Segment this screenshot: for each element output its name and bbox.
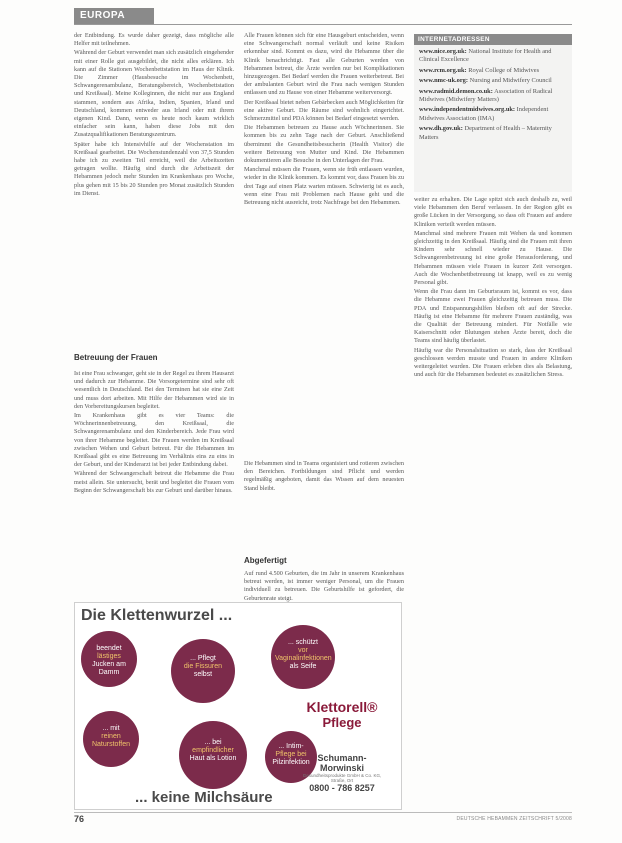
- subheading-betreuung: Betreuung der Frauen: [74, 353, 158, 362]
- manufacturer-address: Gesundheitsprodukte GmbH & Co. KG, Straße, Ort: [302, 773, 382, 783]
- link-entry: [419, 106, 567, 123]
- link-entry: [419, 67, 567, 75]
- burr-caption: ... mit reinen Naturstoffen: [91, 725, 130, 748]
- burr-caption: beendet lästiges Jucken am Damm: [92, 645, 126, 676]
- paragraph: der Entbindung. Es wurde daher gezeigt, dass mögliche alle Helfer mit teilnehmen.: [74, 32, 234, 48]
- article-column-2-continued: [244, 460, 404, 494]
- paragraph: Ist eine Frau schwanger, geht sie in der Regel zu ihrem Hausarzt und dadurch zur Hebamme. Die Vorsorgetermine sind sehr oft wesentlich in Deutschland. Bei den Terminen hat sie eine Zeit und muss dort arbeiten. Mit Hilfe der Hebammen wird sie in den Vorbereitungskursen begleitet.: [74, 370, 234, 410]
- link-description: Nursing and Midwifery Council: [469, 77, 552, 85]
- url-link[interactable]: www.independentmidwives.org.uk:: [419, 106, 516, 114]
- paragraph: Im Krankenhaus gibt es vier Teams: die Wöchnerinnenbetreuung, den Kreißsaal, die Schwangerenambulanz und den Kinderbereich. Jede Frau wird von ihrer Hebamme begleitet. Die Frauen werden im Kreißsaal zwischen Wehen und Geburt betreut. Für die Hebammen im Kreißsaal gibt es eine Betreuung im Verhältnis eins zu eins in der Geburt, und der Kinderarzt ist bei jeder Entbindung dabei.: [74, 412, 234, 469]
- section-label: EUROPA: [74, 8, 154, 24]
- paragraph: Alle Frauen können sich für eine Hausgeburt entscheiden, wenn eine Schwangerschaft normal verläuft und keine Risiken erkennbar sind. Kommt es dazu, wird die Hebamme über die Klinik benachrichtigt. Fast alle Geburten werden von Hebammen betreut, die Ärzte werden nur bei Komplikationen hinzugezogen. Bei Bedarf werden die Frauen weiterbetreut. Bei der ambulanten Geburt wird die Frau nach wenigen Stunden entlassen und zu Hause von einer Hebamme weiterversorgt.: [244, 32, 404, 97]
- link-entry: [419, 77, 567, 85]
- article-column-2: [244, 32, 404, 208]
- burr-caption: ... schützt vor Vaginalinfektionen als Seife: [275, 639, 332, 670]
- paragraph: Später habe ich Intensivhilfe auf der Wochenstation im Kreißsaal gearbeitet. Die Wochenstundenzahl von 37,5 Stunden habe ich zu zweiten Teil erreicht, weil die Arbeitszeiten getragen wollte. Häufig sind durch die Arbeitszeit der Hebammen jedoch mehr Stunden im Krankenhaus pro Woche, plus gehen mit 15 bis 20 Stunden pro Monat zusätzlich Stunden im Dienst.: [74, 140, 234, 197]
- manufacturer-phone: 0800 - 786 8257: [309, 783, 375, 793]
- burr-caption: ... Intim- Pflege bei Pilzinfektion: [272, 743, 310, 766]
- advertisement-klettorell[interactable]: [74, 602, 402, 810]
- link-description: National Institute for Health and Clinical Excellence: [419, 48, 552, 64]
- link-description: Department of Health – Maternity Matters: [419, 125, 552, 141]
- paragraph: Manchmal müssen die Frauen, wenn sie früh entlassen wurden, wieder in die Klinik kommen. Es kommt vor, dass Frauen bis zu drei Tage auf einen Platz warten müssen. Schwierig ist es auch, wenn eine Frau mit Problemen nach Hause geht und die Betreuung nicht ausreicht, trotz Nachfrage bei den Hebammen.: [244, 166, 404, 207]
- footer-rule: [74, 812, 572, 813]
- paragraph: Wenn die Frau dann im Geburtsraum ist, kommt es vor, dass die Hebamme zwei Frauen gleichzeitig betreuen muss. Die PDA und Entspannungshilfen bleiben oft auf der Strecke. Häufig ist eine Hebamme für mehrere Frauen zuständig, was die Qualität der Betreuung mindert. Für Notfälle wie Kaiserschnitt oder Blutungen stehen Ärzte bereit, doch die Teams sind häufig überlastet.: [414, 288, 572, 345]
- link-description: Association of Radical Midwives (Midwifery Matters): [419, 87, 553, 104]
- brand-name: Klettorell®: [306, 699, 378, 715]
- url-link[interactable]: www.nice.org.uk:: [419, 48, 467, 55]
- paragraph: Die Hebammen betreuen zu Hause auch Wöchnerinnen. Sie kommen bis zu zehn Tage nach der Geburt. Anschließend übernimmt die Gesundheitsbesucherin (Health Visitor) die weitere Betreuung von Mutter und Kind. Die Hebammen dokumentieren alle Besuche in den Unterlagen der Frau.: [244, 124, 404, 165]
- burr-caption: ... bei empfindlicher Haut als Lotion: [189, 739, 237, 762]
- url-link[interactable]: www.dh.gov.uk:: [419, 125, 463, 133]
- link-entry: [419, 125, 567, 142]
- url-link[interactable]: www.nmc-uk.org:: [419, 77, 468, 85]
- link-description: Royal College of Midwives: [468, 66, 540, 74]
- brand-subline: Pflege: [322, 715, 362, 730]
- article-column-3: [414, 196, 572, 380]
- header-rule: [74, 24, 572, 25]
- page-number: 76: [74, 814, 85, 824]
- paragraph: Auf rund 4.500 Geburten, die im Jahr in unserem Krankenhaus betreut werden, ist immer weniger Personal, um die Frauen individuell zu betreuen. Die Geburtshilfe ist gefordert, die Geburtenrate steigt.: [244, 570, 404, 602]
- burr-caption: ... Pflegt die Fissuren selbst: [183, 655, 223, 678]
- ad-headline: Die Klettenwurzel ...: [81, 607, 233, 624]
- link-entry: [419, 88, 567, 105]
- article-column-1-continued: [74, 370, 234, 496]
- subheading-abgefertigt: Abgefertigt: [244, 556, 287, 565]
- paragraph: Manchmal sind mehrere Frauen mit Wehen da und kommen gleichzeitig in den Kreißsaal. Häufig sind die Frauen mit ihren Kindern sehr schnell wieder zu Hause. Die Schwangerenbetreuung ist eine große Herausforderung, und Hebammen müssen viele Frauen in kurzer Zeit versorgen. Auch die Wochenbettbetreuung ist knapp, weil es zu wenig Personal gibt.: [414, 229, 572, 287]
- paragraph: Der Kreißsaal bietet neben Gebärbecken auch Möglichkeiten für eine aktive Geburt. Die Räume sind wohnlich eingerichtet. Schmerzmittel und PDA können bei Bedarf eingesetzt werden.: [244, 98, 404, 123]
- ad-tagline: ... keine Milchsäure: [135, 789, 273, 806]
- internet-box-title: INTERNETADRESSEN: [414, 34, 572, 45]
- url-link[interactable]: www.rcm.org.uk:: [419, 66, 467, 74]
- link-entry: [419, 48, 567, 65]
- paragraph: Während der Geburt verwendet man sich zusätzlich eingehender mit einer Rolle gut ausgebildet, die nicht alles erklären. Ich kann auf die Stationen Wochenbettstation im Haus der Klinik. Die Zimmer (Hausbesuche im Wochenbett, Schwangerenambulanz, Beratungsbereich, Wochenbettstation und Kreißsaal). Meine Kolleginnen, die nicht nur aus England stammen, sondern aus Afrika, Indien, Spanien, Irland und Deutschland, kommen entweder aus Irland oder mit ihrem eigenen Kind. Dann, wenn es heute noch kaum wirklich einfacher sein kann, haben diese Jobs mit den Zusatzqualifikationen Beratungszentrum.: [74, 49, 234, 139]
- brand-logo: [297, 699, 387, 730]
- article-column-1: [74, 32, 234, 199]
- manufacturer-name: Schumann-Morwinski: [317, 753, 367, 773]
- paragraph: Häufig war die Personalsituation so stark, dass der Kreißsaal geschlossen werden musste und Frauen in andere Kliniken weitergeleitet wurden. Die Frauen erleben dies als Belastung, und auch für die Hebammen bedeutet es zusätzlichen Stress.: [414, 346, 572, 379]
- article-column-2-abgefertigt: [244, 570, 404, 604]
- url-link[interactable]: www.radmid.demon.co.uk:: [419, 87, 493, 95]
- paragraph: Während der Schwangerschaft betreut die Hebamme die Frau meist allein. Sie untersucht, berät und begleitet die Frauen vom Beginn der Schwangerschaft bis zur Geburt und darüber hinaus.: [74, 470, 234, 494]
- internet-link-list: [414, 45, 572, 147]
- paragraph: Die Hebammen sind in Teams organisiert und rotieren zwischen den Bereichen. Fortbildungen sind Pflicht und werden regelmäßig angeboten, damit das Wissen auf dem neuesten Stand bleibt.: [244, 460, 404, 492]
- footer-publication: DEUTSCHE HEBAMMEN ZEITSCHRIFT 5/2008: [456, 816, 572, 822]
- paragraph: weiter zu erhalten. Die Lage spitzt sich auch deshalb zu, weil viele Hebammen den Beruf verlassen. In der Region gibt es große Lücken in der Versorgung, so dass oft Frauen auf andere Kliniken verteilt werden müssen.: [414, 196, 572, 228]
- manufacturer-info: [297, 753, 387, 793]
- internet-addresses-box: [414, 34, 572, 192]
- link-description: Independent Midwives Association (IMA): [419, 106, 549, 122]
